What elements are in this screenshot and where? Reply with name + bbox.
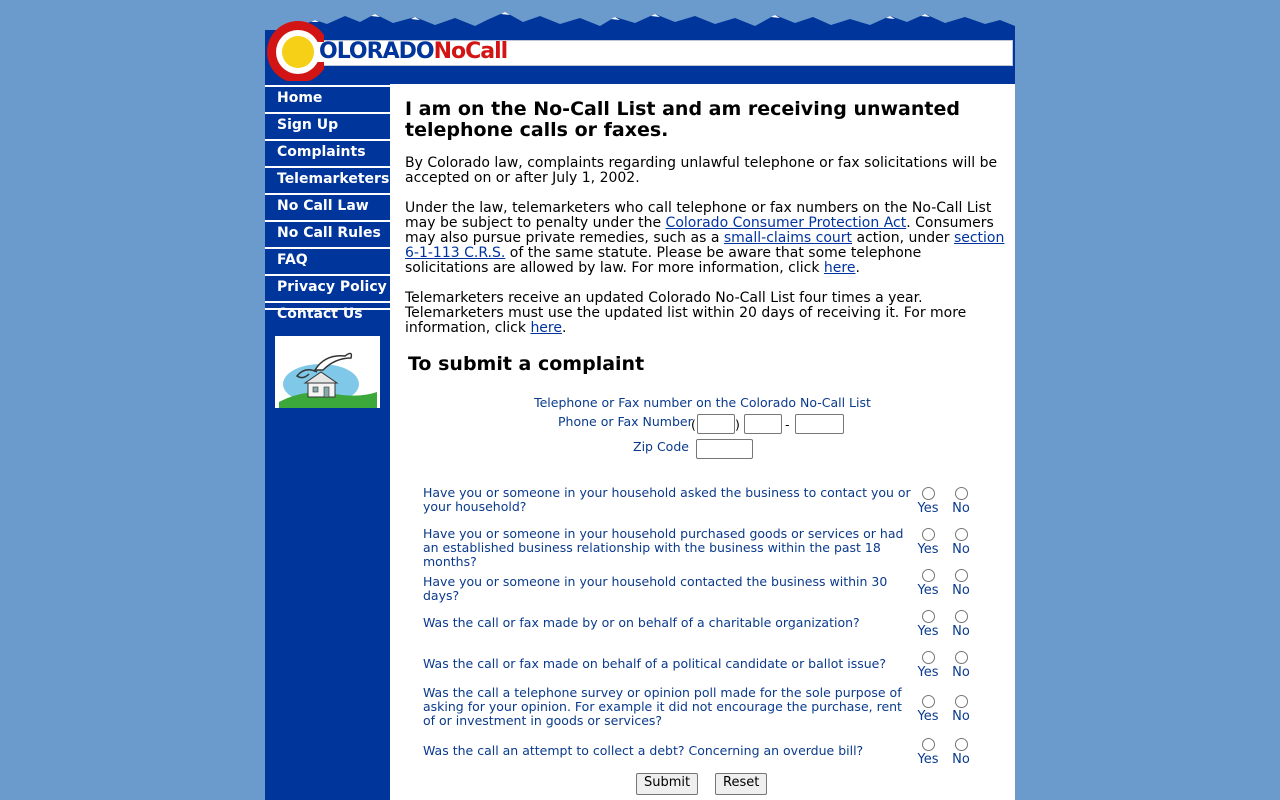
law-text-3: action, under — [852, 230, 954, 246]
telemarketers-text-1: Telemarketers receive an updated Colorado No-Call List four times a year. Telemarketers must use the updated list within 20 days of receiving it. For more information, click — [405, 290, 967, 336]
no-label: No — [952, 501, 970, 516]
sidebar-item-home — [265, 85, 390, 109]
paren-open: ( — [691, 417, 696, 432]
radio-circle[interactable] — [922, 695, 935, 708]
radio-circle[interactable] — [955, 695, 968, 708]
question-asked-contact: Have you or someone in your household asked the business to contact you or your household? — [423, 485, 911, 514]
radio-no-q5[interactable] — [948, 651, 974, 680]
yes-label: Yes — [917, 583, 939, 598]
radio-yes-q2[interactable] — [915, 528, 941, 557]
logo-text-nocall: NoCall — [433, 39, 508, 64]
radio-circle[interactable] — [955, 487, 968, 500]
sidebar-item-complaints — [265, 139, 390, 163]
radio-circle[interactable] — [922, 569, 935, 582]
radio-no-q7[interactable] — [948, 738, 974, 767]
no-label: No — [952, 583, 970, 598]
paren-close: ) — [735, 417, 740, 432]
nav-link-no-call-rules[interactable]: No Call Rules — [277, 225, 381, 241]
colorado-c-logo-icon — [266, 17, 324, 81]
reset-button[interactable]: Reset — [715, 773, 767, 795]
radio-no-q6[interactable] — [948, 695, 974, 724]
sidebar-item-contact-us — [265, 301, 390, 325]
question-political: Was the call or fax made on behalf of a political candidate or ballot issue? — [423, 656, 886, 671]
yes-label: Yes — [917, 665, 939, 680]
phone-line-input[interactable] — [795, 414, 844, 434]
radio-yes-q1[interactable] — [915, 487, 941, 516]
radio-circle[interactable] — [922, 738, 935, 751]
link-more-info-law[interactable]: here — [823, 260, 856, 276]
law-paragraph — [405, 201, 1005, 276]
radio-no-q1[interactable] — [948, 487, 974, 516]
question-charitable: Was the call or fax made by or on behalf of a charitable organization? — [423, 615, 860, 630]
sidebar-item-sign-up — [265, 112, 390, 136]
yes-label: Yes — [917, 501, 939, 516]
radio-circle[interactable] — [955, 528, 968, 541]
nav-link-faq[interactable]: FAQ — [277, 252, 308, 268]
site-logo-text — [319, 37, 507, 67]
sidebar-item-faq — [265, 247, 390, 271]
page-title: I am on the No-Call List and am receiving unwanted telephone calls or faxes. — [405, 98, 960, 141]
nav-divider — [265, 308, 390, 310]
link-small-claims-court[interactable]: small-claims court — [723, 230, 853, 246]
question-contacted-business: Have you or someone in your household contacted the business within 30 days? — [423, 574, 888, 603]
radio-yes-q5[interactable] — [915, 651, 941, 680]
zip-code-input[interactable] — [696, 439, 753, 459]
radio-circle[interactable] — [922, 528, 935, 541]
nav-link-home[interactable]: Home — [277, 90, 323, 106]
link-more-info-telemarketers[interactable]: here — [530, 320, 562, 336]
question-business-relationship: Have you or someone in your household purchased goods or services or had an established business relationship with the business within the past 18 months? — [423, 526, 904, 569]
nav-link-privacy-policy[interactable]: Privacy Policy — [277, 279, 387, 295]
link-section-6-1-113[interactable]: section 6-1-113 C.R.S. — [405, 230, 1005, 261]
radio-yes-q3[interactable] — [915, 569, 941, 598]
radio-circle[interactable] — [955, 738, 968, 751]
sidebar-item-telemarketers — [265, 166, 390, 190]
radio-yes-q6[interactable] — [915, 695, 941, 724]
telemarketers-text-2: . — [562, 320, 567, 336]
zip-label: Zip Code — [633, 439, 689, 454]
phone-label — [558, 414, 693, 429]
no-label: No — [952, 752, 970, 767]
nav-link-telemarketers[interactable]: Telemarketers — [277, 171, 390, 187]
link-consumer-protection-act[interactable]: Colorado Consumer Protection Act — [665, 215, 907, 231]
telemarketers-paragraph — [405, 291, 1005, 336]
no-label: No — [952, 709, 970, 724]
phone-caption: Telephone or Fax number on the Colorado No-Call List — [534, 395, 871, 410]
law-text-2: . Consumers may also pursue private remedies, such as a — [405, 215, 994, 246]
no-label: No — [952, 542, 970, 557]
sidebar-nav — [265, 85, 390, 328]
intro-paragraph: By Colorado law, complaints regarding unlawful telephone or fax solicitations will be accepted on or after July 1, 2002. — [405, 155, 998, 186]
yes-label: Yes — [917, 709, 939, 724]
radio-no-q4[interactable] — [948, 610, 974, 639]
no-label: No — [952, 624, 970, 639]
no-label: No — [952, 665, 970, 680]
nav-link-complaints[interactable]: Complaints — [277, 144, 366, 160]
sidebar-item-no-call-law — [265, 193, 390, 217]
phone-label-text: Phone or Fax Number — [558, 414, 693, 429]
sidebar-item-privacy-policy — [265, 274, 390, 298]
nav-link-sign-up[interactable]: Sign Up — [277, 117, 339, 133]
phone-house-icon — [275, 336, 380, 408]
complaint-heading: To submit a complaint — [408, 353, 645, 375]
yes-label: Yes — [917, 624, 939, 639]
question-survey: Was the call a telephone survey or opinion poll made for the sole purpose of asking for your opinion. For example it did not encourage the purchase, rent of or investment in goods or services? — [423, 685, 902, 728]
area-code-input[interactable] — [697, 414, 735, 434]
radio-circle[interactable] — [955, 651, 968, 664]
phone-prefix-input[interactable] — [744, 414, 782, 434]
submit-button[interactable]: Submit — [636, 773, 698, 795]
radio-circle[interactable] — [955, 610, 968, 623]
law-text-1: Under the law, telemarketers who call telephone or fax numbers on the No-Call List may be subject to penalty under the — [405, 200, 992, 231]
question-debt: Was the call an attempt to collect a debt? Concerning an overdue bill? — [423, 743, 864, 758]
yes-label: Yes — [917, 752, 939, 767]
radio-yes-q4[interactable] — [915, 610, 941, 639]
logo-text-colorado: OLORADO — [319, 39, 434, 64]
law-text-4: of the same statute. Please be aware that some telephone solicitations are allowed by law. For more information, click — [405, 245, 922, 276]
radio-no-q2[interactable] — [948, 528, 974, 557]
radio-circle[interactable] — [922, 487, 935, 500]
radio-yes-q7[interactable] — [915, 738, 941, 767]
radio-circle[interactable] — [955, 569, 968, 582]
yes-label: Yes — [917, 542, 939, 557]
law-text-5: . — [855, 260, 860, 276]
sidebar-item-no-call-rules — [265, 220, 390, 244]
page — [265, 0, 1015, 800]
main-content — [390, 84, 1015, 800]
site-header — [265, 0, 1015, 84]
radio-circle[interactable] — [922, 610, 935, 623]
nav-link-no-call-law[interactable]: No Call Law — [277, 198, 369, 214]
mountains-graphic — [265, 8, 1015, 38]
sidebar — [265, 84, 390, 800]
radio-circle[interactable] — [922, 651, 935, 664]
radio-no-q3[interactable] — [948, 569, 974, 598]
nav-link-contact-us[interactable]: Contact Us — [277, 306, 363, 322]
phone-dash: - — [785, 417, 790, 432]
